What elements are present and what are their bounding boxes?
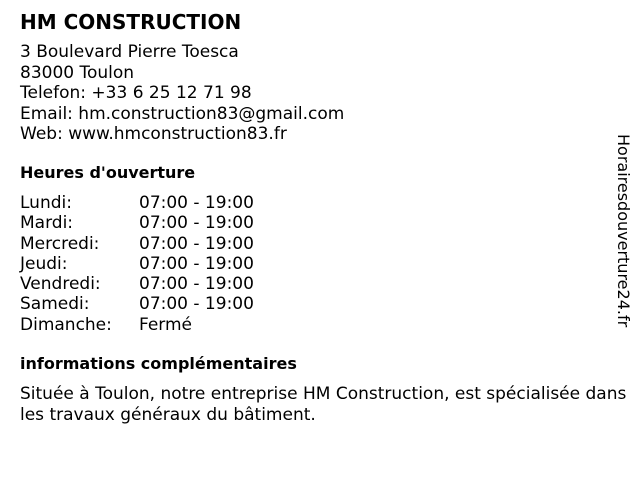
hours-row-wednesday bbox=[20, 234, 254, 254]
watermark-text: Horairesdouverture24.fr bbox=[614, 134, 633, 328]
day-hours: Fermé bbox=[139, 314, 193, 335]
additional-info-text: Située à Toulon, notre entreprise HM Construction, est spécialisée dans les travaux généraux du bâtiment. bbox=[20, 384, 627, 425]
day-label: Lundi: bbox=[20, 193, 72, 213]
contact-block bbox=[20, 42, 344, 145]
day-label: Vendredi: bbox=[20, 274, 101, 295]
address-street: 3 Boulevard Pierre Toesca bbox=[20, 42, 239, 62]
day-label: Samedi: bbox=[20, 294, 90, 315]
day-label: Jeudi: bbox=[20, 253, 68, 274]
watermark bbox=[611, 134, 635, 344]
additional-info-heading: informations complémentaires bbox=[20, 354, 297, 373]
hours-row-thursday bbox=[20, 254, 254, 274]
day-label: Mercredi: bbox=[20, 233, 100, 254]
day-hours: 07:00 - 19:00 bbox=[139, 213, 254, 234]
hours-row-sunday bbox=[20, 315, 254, 335]
opening-hours-table bbox=[20, 193, 254, 335]
day-hours: 07:00 - 19:00 bbox=[139, 253, 254, 274]
address-city: 83000 Toulon bbox=[20, 62, 135, 83]
hours-row-tuesday bbox=[20, 213, 254, 233]
hours-row-friday bbox=[20, 274, 254, 294]
hours-row-monday bbox=[20, 193, 254, 213]
hours-row-saturday bbox=[20, 294, 254, 314]
phone-number: Telefon: +33 6 25 12 71 98 bbox=[20, 83, 252, 103]
day-hours: 07:00 - 19:00 bbox=[139, 294, 254, 315]
day-hours: 07:00 - 19:00 bbox=[139, 233, 254, 254]
opening-hours-heading: Heures d'ouverture bbox=[20, 163, 196, 182]
email-address: Email: hm.construction83@gmail.com bbox=[20, 103, 345, 124]
day-label: Dimanche: bbox=[20, 314, 112, 335]
day-hours: 07:00 - 19:00 bbox=[139, 274, 254, 295]
day-label: Mardi: bbox=[20, 213, 74, 234]
day-hours: 07:00 - 19:00 bbox=[139, 193, 254, 213]
company-name: HM CONSTRUCTION bbox=[20, 10, 242, 34]
website: Web: www.hmconstruction83.fr bbox=[20, 124, 287, 144]
